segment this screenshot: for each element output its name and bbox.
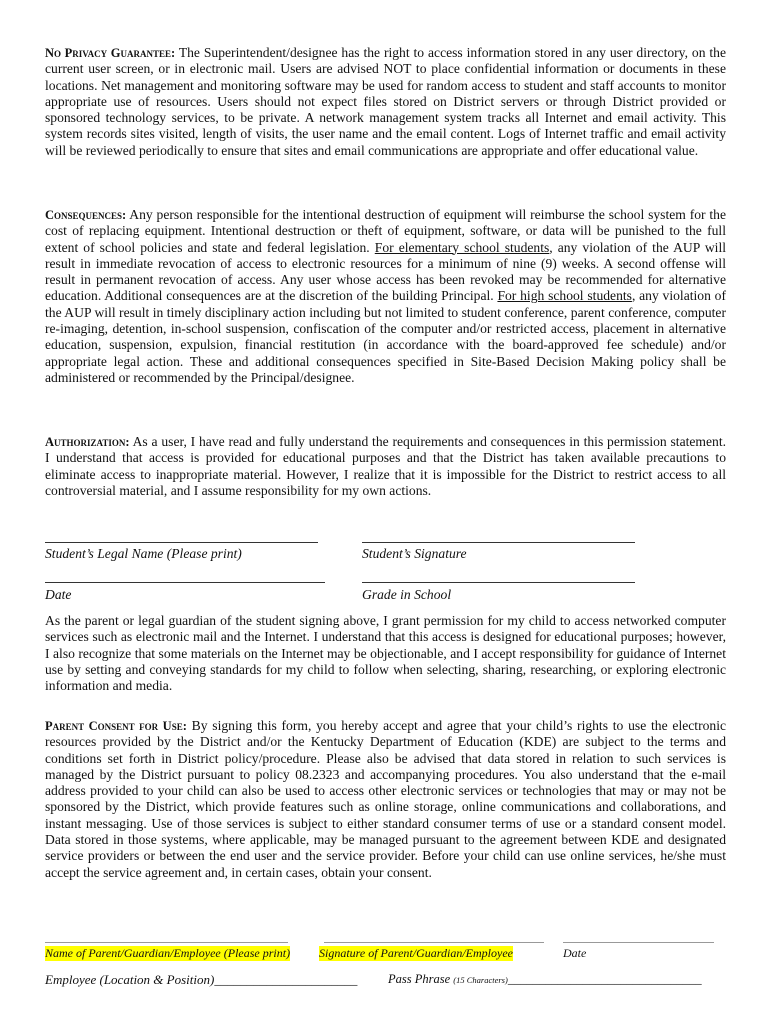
employee-blank[interactable]: ______________________: [214, 972, 358, 987]
parent-signature-label: Signature of Parent/Guardian/Employee: [319, 946, 513, 960]
grade-label: Grade in School: [362, 587, 452, 602]
consequences-text: , any violation of the AUP will result in timely disciplinary action including but not limited to student conference, parent conference, computer re-imaging, detention, in-school suspension, confiscation of the computer and/or restricted access, placement in alternative education, suspension, expulsion, financial restitution (in accordance with the board-approved fee schedule) and/or appropriate legal action. These and additional consequences specified in Site-Based Decision Making policy shall be administered or recommended by the Principal/designee.: [45, 288, 726, 385]
employee-label: Employee (Location & Position): [45, 972, 215, 987]
consequences-text: Any person responsible for the intentional destruction of equipment will reimburse the school system for the cost of replacing equipment. Intentional destruction or theft of equipment, software, or data will be punished to the full extent of school policies and state and federal legislation.: [45, 207, 726, 255]
parent-signature-line[interactable]: [324, 942, 544, 943]
parent-consent-heading: Parent Consent for Use:: [45, 719, 187, 733]
student-name-line[interactable]: [45, 542, 318, 543]
student-signature-label: Student’s Signature: [362, 546, 467, 561]
student-date-label: Date: [45, 587, 72, 602]
pass-phrase-note: (15 Characters): [453, 975, 508, 985]
parent-date-line[interactable]: [563, 942, 714, 943]
pass-phrase-field[interactable]: [388, 972, 702, 987]
consequences-paragraph: [45, 207, 726, 386]
student-signature-line[interactable]: [362, 542, 635, 543]
student-date-line[interactable]: [45, 582, 325, 583]
parent-name-label: Name of Parent/Guardian/Employee (Please print): [45, 946, 291, 960]
privacy-heading: No Privacy Guarantee:: [45, 46, 176, 60]
privacy-text: The Superintendent/designee has the right to access information stored in any user directory, on the current user screen, or in electronic mail. Users are advised NOT to place confidential information or documents in these locations. Net management and monitoring software may be used for random access to student and staff accounts to monitor appropriate use of resources. Users should not expect files stored on District servers or through District provided or sponsored technology services, to be private. A network management system tracks all Internet and email activity. This system records sites visited, length of visits, the user name and the email content. Logs of Internet traffic and email activity will be reviewed periodically to ensure that sites and email communications are appropriate and offer educational value.: [45, 45, 727, 158]
student-name-label: Student’s Legal Name (Please print): [45, 546, 242, 561]
parent-consent-paragraph: [45, 718, 726, 881]
elementary-underline: For elementary school students: [374, 239, 550, 255]
parent-consent-text: By signing this form, you hereby accept and agree that your child’s rights to use the electronic resources provided by the District and/or the Kentucky Department of Education (KDE) are subject to the terms and conditions set forth in District policy/procedure. Please also be advised that data stored in relation to such services is managed by the District pursuant to policy 08.2323 and accompanying procedures. You also understand that the e-mail address provided to your child can also be used to access other electronic services or technologies that may or may not be sponsored by the District, which provide features such as online storage, online communications and collaborations, and instant messaging. Use of those services is subject to either standard consumer terms of use or a standard consent model. Data stored in those systems, where applicable, may be managed pursuant to the agreement between KDE and designated service providers or between the end user and the service provider. Before your child can use online services, he/she must accept the service agreement and, in certain cases, obtain your consent.: [45, 718, 726, 880]
privacy-paragraph: [45, 45, 726, 159]
guardian-paragraph: As the parent or legal guardian of the student signing above, I grant permission for my child to access networked computer services such as electronic mail and the Internet. I understand that this access is designed for educational purposes; however, I also recognize that some materials on the Internet may be objectionable, and I accept responsibility for guidance of Internet use by setting and conveying standards for my child to follow when selecting, sharing, researching, or exploring electronic information and media.: [45, 613, 726, 694]
employee-field[interactable]: [45, 972, 357, 988]
parent-name-line[interactable]: [45, 942, 288, 943]
pass-phrase-blank[interactable]: _______________________________: [507, 972, 702, 986]
authorization-heading: Authorization:: [45, 435, 130, 449]
pass-phrase-label: Pass Phrase: [388, 972, 451, 986]
authorization-text: As a user, I have read and fully understand the requirements and consequences in this permission statement. I understand that access is provided for educational purposes and that the District has taken available precautions to eliminate access to inappropriate material. However, I realize that it is impossible for the District to restrict access to all controversial material, and I assume responsibility for my own actions.: [45, 434, 726, 498]
highschool-underline: For high school students: [497, 288, 632, 304]
parent-date-label: Date: [563, 946, 587, 960]
grade-line[interactable]: [362, 582, 635, 583]
consequences-heading: Consequences:: [45, 208, 127, 222]
authorization-paragraph: [45, 434, 726, 499]
consequences-text: , any violation of the AUP will result in immediate revocation of access to electronic resources for a minimum of nine (9) weeks. A second offense will result in permanent revocation of access. Any user whose access has been revoked may be recommended for alternative education. Additional consequences are at the discretion of the building Principal.: [45, 239, 726, 304]
